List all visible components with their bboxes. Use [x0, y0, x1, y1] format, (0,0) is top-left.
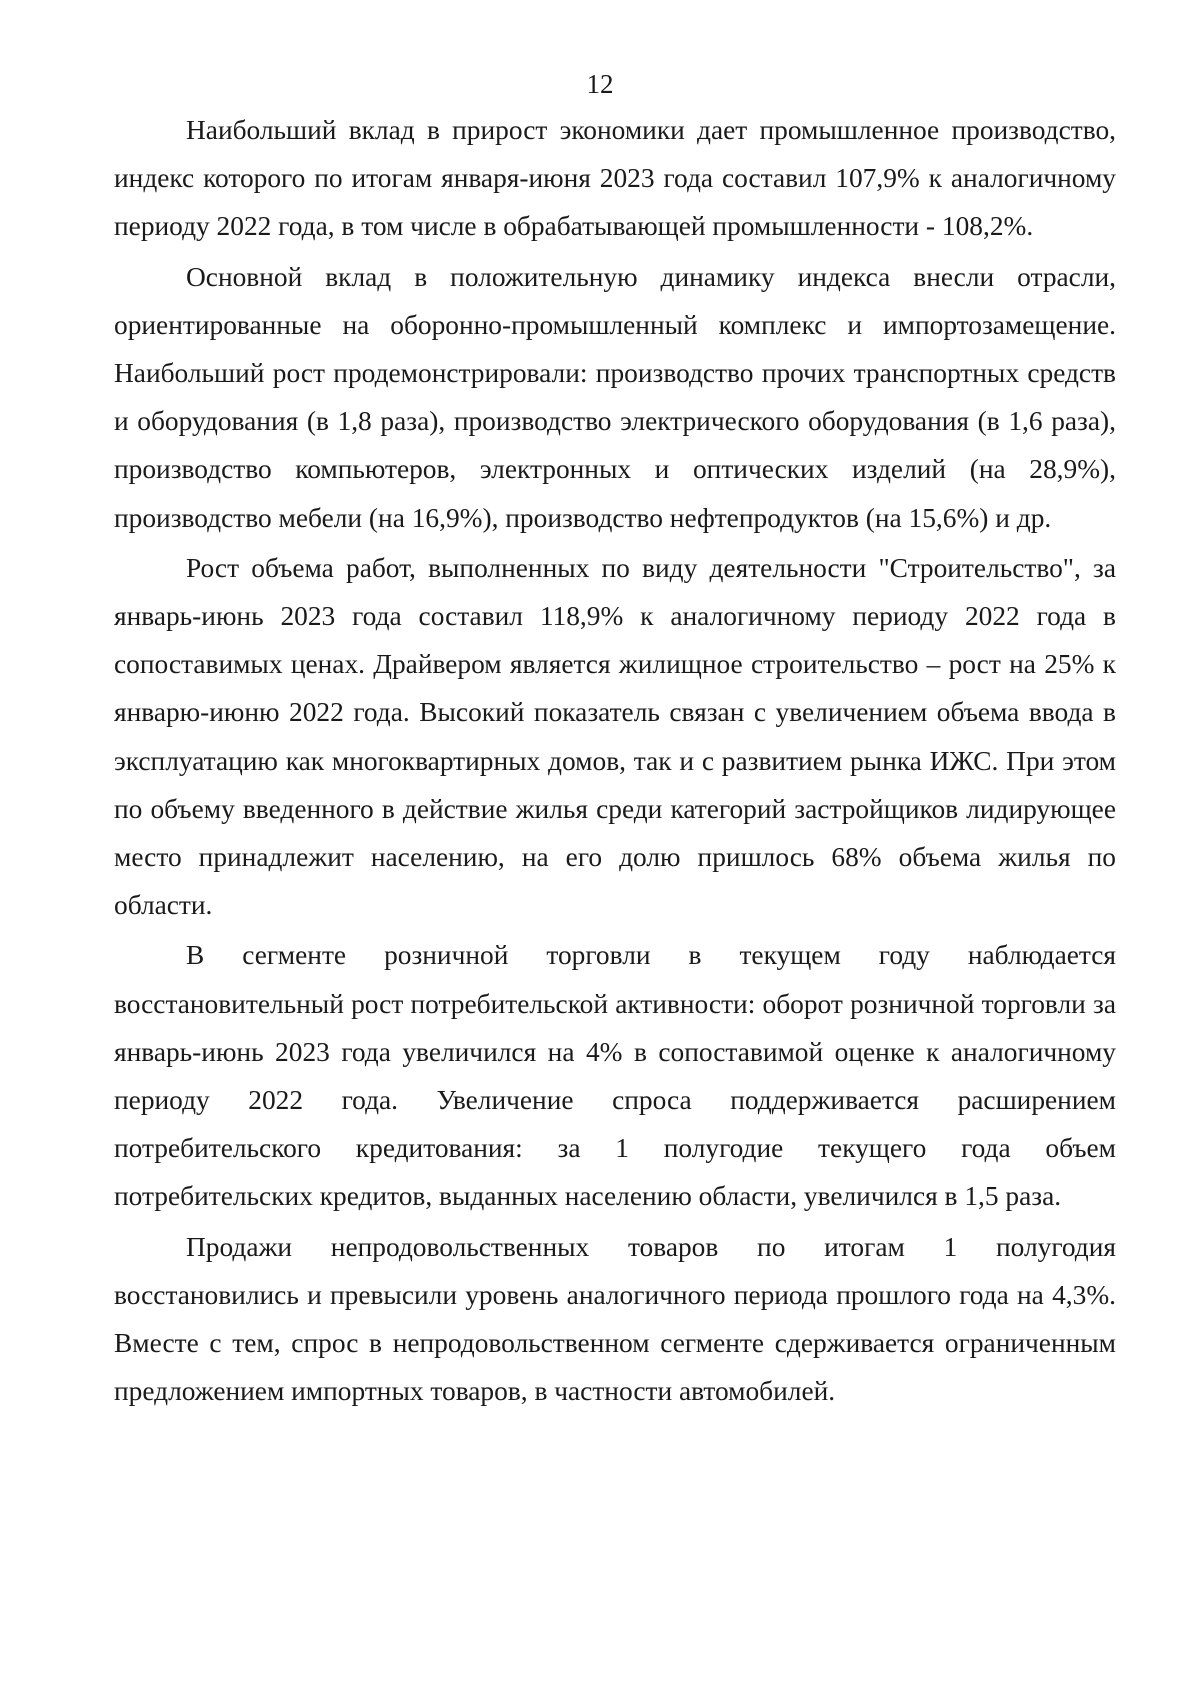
paragraph-industrial-production: Наибольший вклад в прирост экономики дает промышленное производство, индекс которого по итогам января-июня 2023 года составил 107,9% к аналогичному периоду 2022 года, в том числе в обрабатывающей промышленности - 108,2%.: [114, 115, 1116, 242]
page-number: 12: [586, 69, 614, 99]
document-body: [114, 106, 1116, 1415]
paragraph-industry-growth-drivers: Основной вклад в положительную динамику индекса внесли отрасли, ориентированные на оборонно-промышленный комплекс и импортозамещение. Наибольший рост продемонстрировали: производство прочих транспортных средств и оборудования (в 1,8 раза), производство электрического оборудования (в 1,6 раза), производство компьютеров, электронных и оптических изделий (на 28,9%), производство мебели (на 16,9%), производство нефтепродуктов (на 15,6%) и др.: [114, 261, 1116, 533]
paragraph-non-food-sales: Продажи непродовольственных товаров по итогам 1 полугодия восстановились и превысили уровень аналогичного периода прошлого года на 4,3%. Вместе с тем, спрос в непродовольственном сегменте сдерживается ограниченным предложением импортных товаров, в частности автомобилей.: [114, 1231, 1116, 1407]
paragraph-retail-trade: В сегменте розничной торговли в текущем году наблюдается восстановительный рост потребительской активности: оборот розничной торговли за январь-июнь 2023 года увеличился на 4% в сопоставимой оценке к аналогичному периоду 2022 года. Увеличение спроса поддерживается расширением потребительского кредитования: за 1 полугодие текущего года объем потребительских кредитов, выданных населению области, увеличился в 1,5 раза.: [114, 940, 1116, 1212]
paragraph-construction: Рост объема работ, выполненных по виду деятельности "Строительство", за январь-июнь 2023 года составил 118,9% к аналогичному периоду 2022 года в сопоставимых ценах. Драйвером является жилищное строительство – рост на 25% к январю-июню 2022 года. Высокий показатель связан с увеличением объема ввода в эксплуатацию как многоквартирных домов, так и с развитием рынка ИЖС. При этом по объему введенного в действие жилья среди категорий застройщиков лидирующее место принадлежит населению, на его долю пришлось 68% объема жилья по области.: [114, 552, 1116, 921]
